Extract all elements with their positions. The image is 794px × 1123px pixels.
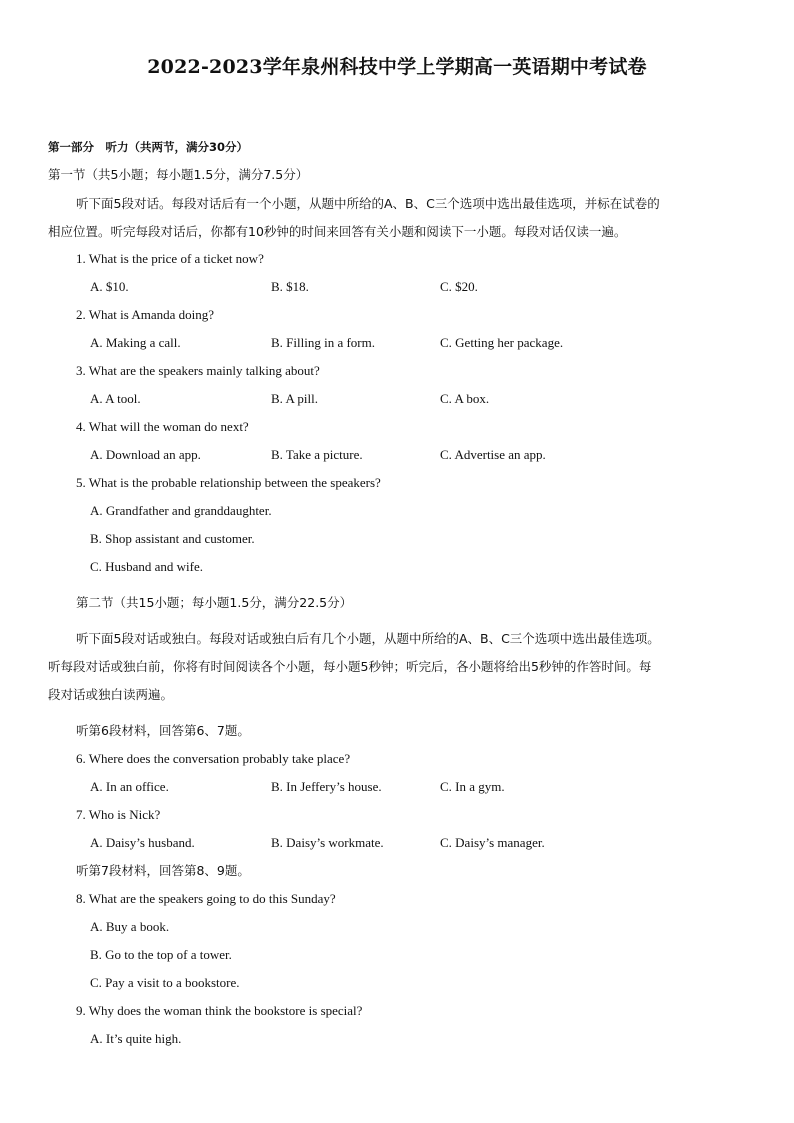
- question-7-option-c: C. Daisy’s manager.: [440, 835, 545, 850]
- question-2-option-b: B. Filling in a form.: [271, 335, 375, 350]
- question-9: 9. Why does the woman think the bookstore is special?: [76, 1003, 363, 1018]
- question-5-option-c: C. Husband and wife.: [90, 559, 204, 574]
- question-1-option-b: B. $18.: [271, 279, 309, 294]
- question-5-option-a: A. Grandfather and granddaughter.: [90, 503, 272, 518]
- question-4-option-c: C. Advertise an app.: [440, 447, 546, 462]
- question-2-option-c: C. Getting her package.: [440, 335, 564, 350]
- question-8-option-b: B. Go to the top of a tower.: [90, 947, 232, 962]
- section2-instructions-line1: 听下面5段对话或独白。每段对话或独白后有几个小题，从题中所给的A、B、C三个选项中选出最佳选项。: [76, 631, 660, 646]
- question-3-option-b: B. A pill.: [271, 391, 318, 406]
- question-2: 2. What is Amanda doing?: [76, 307, 215, 322]
- question-1-option-c: C. $20.: [440, 279, 478, 294]
- question-4: 4. What will the woman do next?: [76, 419, 249, 434]
- question-5: 5. What is the probable relationship between the speakers?: [76, 475, 381, 490]
- question-4-option-b: B. Take a picture.: [271, 447, 363, 462]
- question-1: 1. What is the price of a ticket now?: [76, 251, 264, 266]
- question-8: 8. What are the speakers going to do this Sunday?: [76, 891, 336, 906]
- section1-heading: 第一节（共5小题；每小题1.5分，满分7.5分）: [48, 167, 309, 182]
- question-7-option-a: A. Daisy’s husband.: [90, 835, 195, 850]
- question-6-option-a: A. In an office.: [90, 779, 169, 794]
- material-6-note: 听第6段材料，回答第6、7题。: [76, 723, 250, 738]
- part1-heading: 第一部分 听力（共两节，满分30分）: [48, 140, 249, 154]
- question-7-option-b: B. Daisy’s workmate.: [271, 835, 384, 850]
- section1-instructions-line1: 听下面5段对话。每段对话后有一个小题，从题中所给的A、B、C三个选项中选出最佳选项，并标在试卷的: [76, 196, 660, 211]
- question-6-option-c: C. In a gym.: [440, 779, 505, 794]
- material-7-note: 听第7段材料，回答第8、9题。: [76, 863, 250, 878]
- section2-heading: 第二节（共15小题；每小题1.5分，满分22.5分）: [76, 595, 353, 610]
- question-4-option-a: A. Download an app.: [90, 447, 201, 462]
- question-3-option-c: C. A box.: [440, 391, 490, 406]
- question-8-option-a: A. Buy a book.: [90, 919, 170, 934]
- question-3-option-a: A. A tool.: [90, 391, 141, 406]
- question-6-option-b: B. In Jeffery’s house.: [271, 779, 382, 794]
- section1-instructions-line2: 相应位置。听完每段对话后，你都有10秒钟的时间来回答有关小题和阅读下一小题。每段对话仅读一遍。: [48, 224, 627, 239]
- question-5-option-b: B. Shop assistant and customer.: [90, 531, 255, 546]
- page-title: 2022-2023学年泉州科技中学上学期高一英语期中考试卷: [147, 56, 647, 78]
- question-8-option-c: C. Pay a visit to a bookstore.: [90, 975, 240, 990]
- section2-instructions-line2: 听每段对话或独白前，你将有时间阅读各个小题，每小题5秒钟；听完后，各小题将给出5秒钟的作答时间。每: [48, 659, 652, 674]
- question-1-option-a: A. $10.: [90, 279, 129, 294]
- question-7: 7. Who is Nick?: [76, 807, 161, 822]
- question-2-option-a: A. Making a call.: [90, 335, 181, 350]
- section2-instructions-line3: 段对话或独白读两遍。: [48, 687, 174, 702]
- question-9-option-a: A. It’s quite high.: [90, 1031, 182, 1046]
- question-6: 6. Where does the conversation probably take place?: [76, 751, 351, 766]
- question-3: 3. What are the speakers mainly talking about?: [76, 363, 320, 378]
